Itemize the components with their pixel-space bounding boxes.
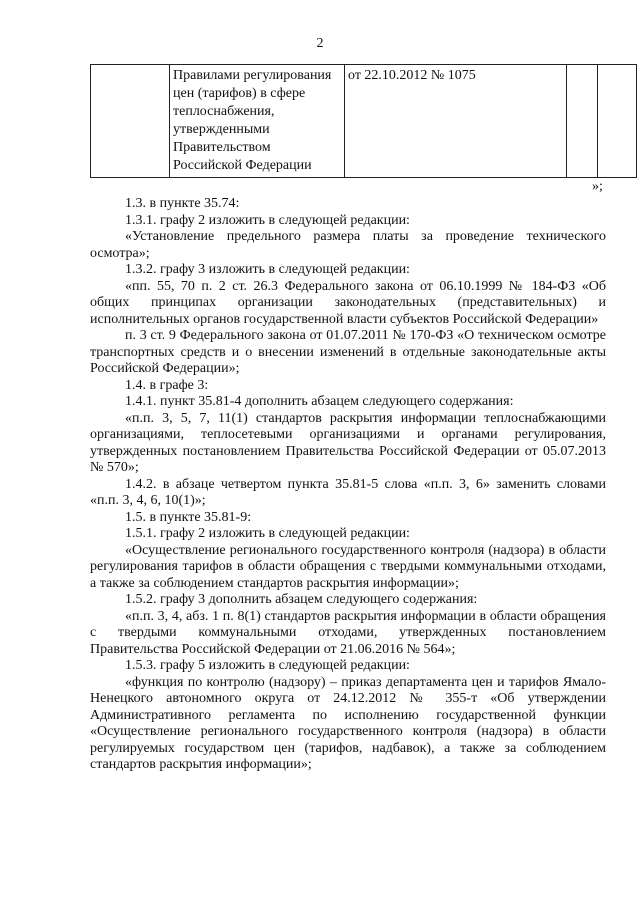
table-cell-empty-1 [91, 65, 170, 178]
table-cell-empty-3 [598, 65, 637, 178]
paragraph: «пп. 55, 70 п. 2 ст. 26.3 Федерального закона от 06.10.1999 № 184-ФЗ «Об общих принципах организации законодательных (представительных) и исполнительных органов государственной власти субъектов Российской Федерации» [90, 278, 606, 327]
paragraph: п. 3 ст. 9 Федерального закона от 01.07.2011 № 170-ФЗ «О техническом осмотре транспортных средств и о внесении изменений в отдельные законодательные акты Российской Федерации»; [90, 328, 606, 376]
paragraph: «п.п. 3, 5, 7, 11(1) стандартов раскрытия информации теплоснабжающими организациями, теплосетевыми организациями и органами регулирования, утвержденных постановлением Правительства Российской Федерации от 05.07.2013 № 570»; [90, 410, 606, 475]
table-cell-rules: Правилами регулирования цен (тарифов) в сфере теплоснабжения, утвержденными Правительством Российской Федерации [170, 65, 345, 178]
paragraph: «Установление предельного размера платы за проведение технического осмотра»; [90, 229, 606, 261]
paragraph: «функция по контролю (надзору) – приказ департамента цен и тарифов Ямало-Ненецкого автономного округа от 24.12.2012 № 355-т «Об утверждении Административного регламента по исполнению государственной функции «Осуществление регионального государственного контроля (надзора) в области регулируемых государством цен (тарифов, надбавок), а также за соблюдением стандартов раскрытия информации»; [90, 674, 606, 772]
paragraph: 1.4. в графе 3: [125, 377, 209, 393]
table-closing-quote: »; [592, 179, 603, 194]
paragraph: 1.5. в пункте 35.81-9: [125, 509, 252, 525]
page-number: 2 [316, 36, 324, 51]
table-cell-empty-2 [567, 65, 598, 178]
regulation-table [90, 64, 637, 178]
paragraph: 1.3. в пункте 35.74: [125, 196, 240, 211]
paragraph: 1.5.2. графу 3 дополнить абзацем следующего содержания: [125, 592, 478, 607]
paragraph: 1.5.3. графу 5 изложить в следующей редакции: [125, 658, 410, 673]
paragraph: 1.4.1. пункт 35.81-4 дополнить абзацем следующего содержания: [125, 394, 514, 409]
document-body [90, 196, 606, 774]
paragraph: 1.3.2. графу 3 изложить в следующей редакции: [125, 262, 410, 277]
table-cell-date: от 22.10.2012 № 1075 [345, 65, 567, 178]
paragraph: «Осуществление регионального государственного контроля (надзора) в области регулирования тарифов в области обращения с твердыми коммунальными отходами, а также за соблюдением стандартов раскрытия информации»; [90, 542, 606, 591]
paragraph: 1.5.1. графу 2 изложить в следующей редакции: [125, 526, 410, 541]
table-row [91, 65, 637, 178]
paragraph: 1.4.2. в абзаце четвертом пункта 35.81-5 слова «п.п. 3, 6» заменить словами «п.п. 3, 4, 6, 10(1)»; [90, 476, 606, 508]
paragraph: 1.3.1. графу 2 изложить в следующей редакции: [125, 212, 410, 228]
paragraph: «п.п. 3, 4, абз. 1 п. 8(1) стандартов раскрытия информации в области обращения с твердыми коммунальными отходами, утвержденных постановлением Правительства Российской Федерации от 21.06.2016 № 564»; [90, 608, 606, 657]
